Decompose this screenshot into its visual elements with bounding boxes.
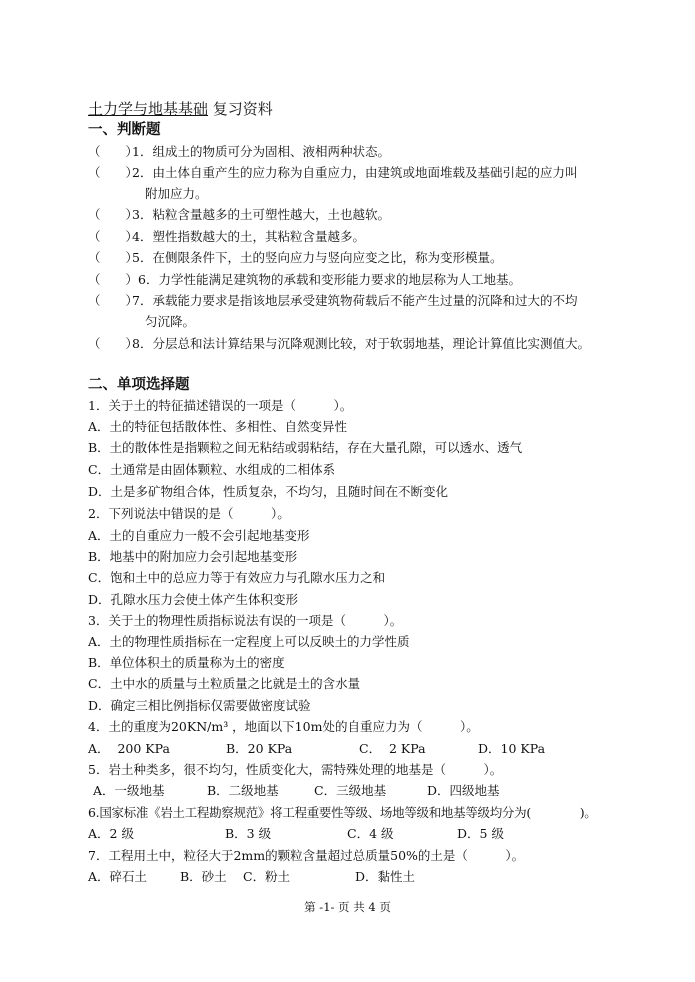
option: B．砂土 [180,869,227,884]
option: D．黏性土 [355,869,416,884]
option: B．20 KPa [226,741,293,756]
option: D．确定三相比例指标仅需要做密度试验 [88,698,311,713]
tf-item: （ ）6．力学性能满足建筑物的承载和变形能力要求的地层称为人工地基。 [88,272,521,287]
option: B．3 级 [225,826,272,841]
question-stem: 6.国家标准《岩土工程勘察规范》将工程重要性等级、场地等级和地基等级均分为( )。 [88,805,597,820]
option: C．粉土 [243,869,291,884]
document-title: 土力学与地基基础 复习资料 [88,100,273,118]
question-stem: 5．岩土种类多，很不均匀，性质变化大，需特殊处理的地基是（ ）。 [88,762,503,777]
tf-item: （ ）8．分层总和法计算结果与沉降观测比较，对于软弱地基，理论计算值比实测值大。 [88,336,590,351]
question-stem: 4．土的重度为20KN/m³ ，地面以下10m处的自重应力为（ ）。 [88,719,479,734]
question-stem: 2．下列说法中错误的是（ ）。 [88,506,290,521]
option: A．土的自重应力一般不会引起地基变形 [88,528,310,543]
option: B．二级地基 [207,783,279,798]
option: A．土的物理性质指标在一定程度上可以反映土的力学性质 [88,634,410,649]
section2-heading: 二、单项选择题 [88,377,190,393]
option: A．一级地基 [93,783,165,798]
option: A．碎石土 [88,869,148,884]
page-footer: 第 -1- 页 共 4 页 [304,900,391,914]
question-stem: 7．工程用土中，粒径大于2mm的颗粒含量超过总质量50%的土是（ ）。 [88,848,525,863]
tf-item-cont: 匀沉降。 [145,314,196,329]
option: C． 2 KPa [359,741,426,756]
option: B．单位体积土的质量称为土的密度 [88,655,285,670]
tf-item: （ ）2．由土体自重产生的应力称为自重应力，由建筑或地面堆载及基础引起的应力叫 [88,165,578,180]
tf-item: （ ）5．在侧限条件下，土的竖向应力与竖向应变之比，称为变形模量。 [88,250,503,265]
tf-item: （ ）7．承载能力要求是指该地层承受建筑物荷载后不能产生过量的沉降和过大的不均 [88,293,578,308]
option: C．土中水的质量与土粒质量之比就是土的含水量 [88,676,361,691]
tf-item: （ ）4．塑性指数越大的土，其粘粒含量越多。 [88,229,365,244]
tf-item: （ ）3．粘粒含量越多的土可塑性越大，土也越软。 [88,207,390,222]
tf-item-cont: 附加应力。 [145,186,208,201]
option: D．土是多矿物组合体，性质复杂，不均匀，且随时间在不断变化 [88,484,449,499]
option: A．土的特征包括散体性、多相性、自然变异性 [88,419,348,434]
section1-heading: 一、判断题 [88,122,161,138]
option: C．4 级 [347,826,394,841]
tf-item: （ ）1．组成土的物质可分为固相、液相两种状态。 [88,144,390,159]
option: A．2 级 [88,826,134,841]
option: A． 200 KPa [88,741,170,756]
question-stem: 3．关于土的物理性质指标说法有误的一项是（ ）。 [88,613,403,628]
question-stem: 1．关于土的特征描述错误的一项是（ ）。 [88,398,353,413]
option: C．土通常是由固体颗粒、水组成的二相体系 [88,462,336,477]
option: D．10 KPa [478,741,546,756]
option: C．三级地基 [314,783,387,798]
option: C．饱和土中的总应力等于有效应力与孔隙水压力之和 [88,570,386,585]
option: B．土的散体性是指颗粒之间无粘结或弱粘结，存在大量孔隙，可以透水、透气 [88,440,523,455]
option: D．四级地基 [427,783,500,798]
option: D．孔隙水压力会使土体产生体积变形 [88,592,299,607]
option: D．5 级 [457,826,504,841]
option: B．地基中的附加应力会引起地基变形 [88,549,298,564]
